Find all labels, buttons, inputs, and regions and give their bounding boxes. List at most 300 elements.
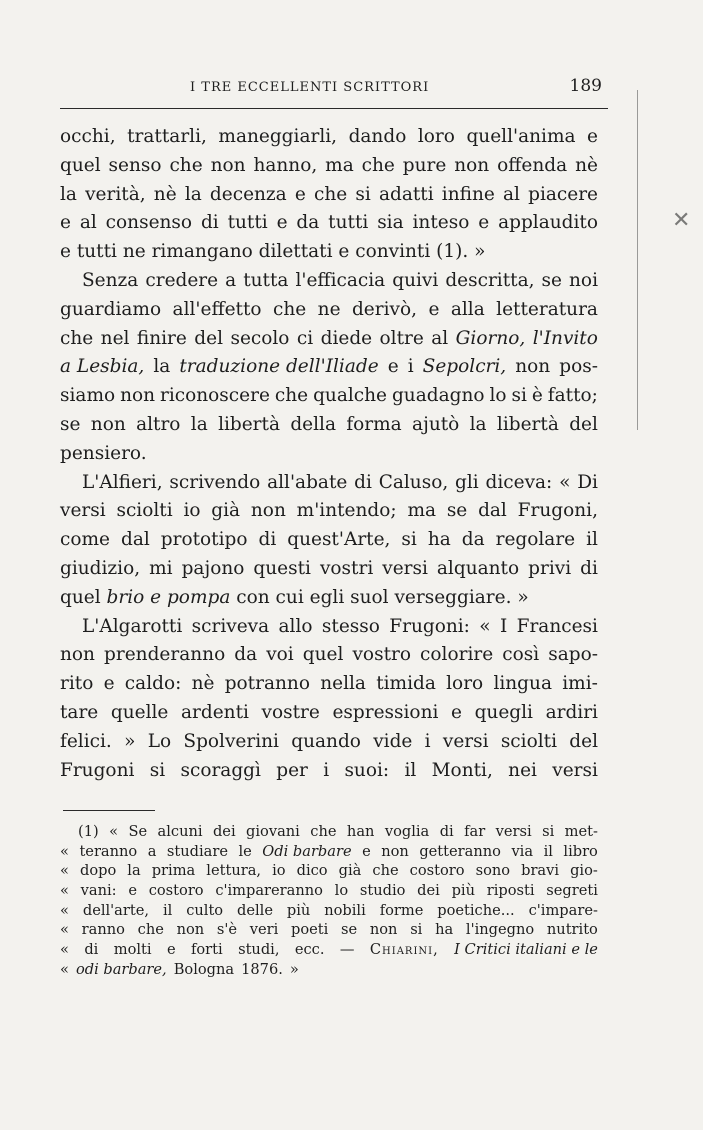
word: nè bbox=[153, 183, 177, 205]
word: come bbox=[60, 529, 110, 551]
word: vostro bbox=[352, 644, 411, 666]
word: si bbox=[511, 385, 527, 407]
word: vostre bbox=[261, 701, 320, 723]
text-line bbox=[60, 526, 598, 555]
footnote-word: studiare bbox=[166, 842, 228, 860]
text-line bbox=[60, 555, 598, 584]
word: io bbox=[183, 500, 201, 522]
word: prenderanno bbox=[104, 644, 226, 666]
word: Giorno, bbox=[455, 327, 526, 349]
footnote-word: lettura, bbox=[206, 862, 262, 880]
word: i bbox=[424, 730, 431, 752]
footnote-word: lo bbox=[334, 882, 349, 900]
footnote-word: giovani bbox=[246, 823, 300, 840]
word: tutta bbox=[243, 269, 289, 291]
footnote-word: studi, bbox=[238, 941, 280, 959]
word: non bbox=[120, 385, 156, 407]
footnote-word: han bbox=[346, 823, 375, 840]
word: che bbox=[274, 385, 309, 407]
word: nei bbox=[508, 759, 537, 781]
footnote-word: (1) bbox=[78, 823, 99, 840]
word: da bbox=[296, 212, 320, 234]
word: sia bbox=[377, 212, 404, 234]
footnote-word: costoro bbox=[409, 862, 465, 880]
word: di bbox=[580, 557, 598, 579]
word: quelle bbox=[110, 701, 169, 723]
word: Frugoni, bbox=[517, 500, 598, 522]
footnote-word: il bbox=[543, 842, 553, 860]
footnote-line bbox=[60, 881, 598, 901]
word: letteratura bbox=[496, 298, 598, 320]
footnote-word: voglia bbox=[384, 823, 430, 840]
footnote-word: poeti bbox=[291, 921, 329, 939]
footnote-word: non bbox=[176, 921, 205, 939]
word: Frugoni bbox=[60, 759, 135, 781]
footnote-word: teranno bbox=[79, 842, 138, 860]
word: maneggiarli, bbox=[218, 126, 338, 147]
word: diceva: bbox=[485, 471, 553, 493]
footnote-word: forti bbox=[190, 941, 223, 959]
text-line bbox=[60, 613, 598, 642]
footnote-word: I Critici italiani e le bbox=[454, 941, 598, 959]
footnote-word: poetiche... bbox=[437, 901, 515, 919]
word: la bbox=[184, 183, 202, 205]
footnote-word: » bbox=[289, 960, 299, 978]
footnote-word: « bbox=[60, 901, 69, 919]
footnote-word: segreti bbox=[546, 882, 598, 900]
footnote-word: bravi bbox=[521, 862, 560, 880]
word: secolo bbox=[230, 327, 290, 349]
footnote-word: costoro bbox=[148, 882, 204, 900]
word: Frugoni: bbox=[389, 615, 470, 637]
word: si bbox=[355, 183, 371, 205]
word: e bbox=[294, 183, 306, 205]
word: a bbox=[225, 269, 237, 291]
footnote-line bbox=[60, 861, 598, 881]
word: e bbox=[60, 212, 71, 234]
word: da bbox=[234, 644, 258, 666]
footnote-word: di bbox=[84, 941, 99, 959]
word: piacere bbox=[528, 183, 598, 205]
word: da bbox=[461, 529, 485, 551]
word: versi bbox=[60, 500, 106, 522]
word: regolare bbox=[495, 529, 576, 551]
word: che bbox=[60, 327, 94, 349]
word: adatti bbox=[378, 183, 434, 205]
word: fatto; bbox=[547, 385, 598, 407]
word: e tutti ne rimangano dilettati e convinti (1). » bbox=[60, 241, 486, 263]
word: al bbox=[431, 327, 449, 349]
text-line bbox=[60, 353, 598, 382]
footnote-word: ecc. bbox=[294, 941, 325, 959]
footnote-word: studio bbox=[359, 882, 406, 900]
footnote-line bbox=[60, 842, 598, 862]
word: privi bbox=[528, 557, 572, 579]
footnote-word: non bbox=[369, 921, 398, 939]
word: e bbox=[451, 701, 462, 723]
word: senso bbox=[108, 154, 162, 176]
word: loro bbox=[417, 126, 455, 147]
text-line bbox=[60, 699, 598, 728]
footnote-word: culto bbox=[186, 901, 224, 919]
footnote-word: io bbox=[272, 862, 286, 880]
word: trattarli, bbox=[127, 126, 207, 147]
footnote-word: far bbox=[464, 823, 486, 840]
footnote-word: getteranno bbox=[419, 842, 501, 860]
word: che bbox=[361, 154, 395, 176]
footnote-word: c'impareranno bbox=[215, 882, 323, 900]
word: qualche bbox=[313, 385, 387, 407]
footnote-word: già bbox=[338, 862, 362, 880]
word: infine bbox=[441, 183, 495, 205]
running-header bbox=[60, 76, 602, 100]
word: « bbox=[479, 615, 491, 637]
word: per bbox=[276, 759, 308, 781]
word: questi bbox=[253, 557, 311, 579]
word: guardiamo bbox=[60, 298, 162, 320]
word: già bbox=[211, 500, 241, 522]
footnote-word: « bbox=[60, 921, 69, 939]
word: Di bbox=[577, 471, 598, 493]
footnote-word: ranno bbox=[81, 921, 125, 939]
footnote-word: via bbox=[511, 842, 534, 860]
footnote-word: « bbox=[60, 862, 69, 880]
word: decenza bbox=[209, 183, 287, 205]
footnote-line bbox=[60, 960, 598, 980]
word: sciolti bbox=[500, 730, 557, 752]
word: loro bbox=[446, 673, 484, 695]
word: L'Alfieri, bbox=[82, 471, 163, 493]
text-line bbox=[60, 411, 598, 440]
footnote-word: che bbox=[310, 823, 337, 840]
word: è bbox=[531, 385, 543, 407]
word: con cui egli suol verseggiare. » bbox=[230, 586, 529, 608]
word: caldo: bbox=[124, 673, 182, 695]
word: nella bbox=[320, 673, 366, 695]
text-line bbox=[60, 641, 598, 670]
footnote-word: più bbox=[286, 901, 311, 919]
word: rito bbox=[60, 673, 94, 695]
word: sciolti bbox=[116, 500, 173, 522]
word: si bbox=[149, 759, 166, 781]
footnote-word: l'ingegno bbox=[465, 921, 535, 939]
word: » bbox=[124, 730, 136, 752]
word: scoraggì bbox=[180, 759, 261, 781]
footnote-word: libro bbox=[563, 842, 598, 860]
word: descritta, bbox=[445, 269, 535, 291]
word: suoi: bbox=[344, 759, 390, 781]
word: pos- bbox=[559, 356, 598, 378]
footnote-word: « bbox=[60, 882, 69, 900]
footnote-word: Se bbox=[128, 823, 148, 840]
text-line bbox=[60, 670, 598, 699]
word: la bbox=[190, 413, 208, 435]
word: non bbox=[515, 356, 551, 378]
footnote-word: forme bbox=[379, 901, 424, 919]
footnote-line bbox=[60, 901, 598, 921]
word: si bbox=[401, 529, 417, 551]
footnote-word: e bbox=[166, 941, 176, 959]
footnote-word: le bbox=[238, 842, 252, 860]
footnote-word: che bbox=[137, 921, 164, 939]
word: hanno, bbox=[253, 154, 318, 176]
footnote-word: s'è bbox=[216, 921, 238, 939]
word: consenso bbox=[105, 212, 193, 234]
word: e bbox=[478, 212, 490, 234]
word: « bbox=[559, 471, 571, 493]
word: scriveva bbox=[191, 615, 270, 637]
word: versi bbox=[552, 759, 598, 781]
footnote-word: alcuni bbox=[157, 823, 203, 840]
page-edge-line bbox=[637, 90, 638, 430]
footnote-word: più bbox=[451, 882, 475, 900]
word: tutti bbox=[227, 212, 268, 234]
word: potranno bbox=[224, 673, 310, 695]
word: non bbox=[250, 500, 286, 522]
footnote-word: dei bbox=[212, 823, 236, 840]
word: quel bbox=[60, 586, 107, 608]
word: e bbox=[387, 356, 399, 378]
word: la bbox=[469, 413, 487, 435]
word: che bbox=[169, 154, 203, 176]
word: stesso bbox=[321, 615, 380, 637]
word: alquanto bbox=[436, 557, 520, 579]
word: libertà bbox=[218, 413, 280, 435]
word: e bbox=[276, 212, 288, 234]
word: i bbox=[323, 759, 330, 781]
word: finire bbox=[136, 327, 187, 349]
word: scrivendo bbox=[169, 471, 261, 493]
footnote-word: riposti bbox=[486, 882, 535, 900]
word: versi bbox=[442, 730, 489, 752]
text-line bbox=[60, 728, 598, 757]
word: Senza bbox=[82, 269, 139, 291]
word: se bbox=[60, 413, 81, 435]
footnote-line bbox=[60, 920, 598, 940]
word: sapo- bbox=[548, 644, 598, 666]
word: derivò, bbox=[351, 298, 417, 320]
word: all'abate bbox=[267, 471, 348, 493]
footnote-word: dei bbox=[417, 882, 440, 900]
word: traduzione dell'Iliade bbox=[179, 356, 379, 378]
word: felici. bbox=[60, 730, 112, 752]
word: Monti, bbox=[431, 759, 493, 781]
word: non bbox=[60, 644, 95, 666]
word: dal bbox=[120, 529, 150, 551]
word: del bbox=[194, 327, 224, 349]
word: a Lesbia, bbox=[60, 356, 145, 378]
word: Sepolcri, bbox=[422, 356, 507, 378]
word: Spolverini bbox=[183, 730, 279, 752]
word: della bbox=[290, 413, 336, 435]
footnote-word: la bbox=[127, 862, 141, 880]
word: alla bbox=[450, 298, 485, 320]
word: non bbox=[454, 154, 490, 176]
word: pensiero. bbox=[60, 442, 147, 464]
footnote-word: se bbox=[341, 921, 358, 939]
text-line bbox=[60, 238, 598, 267]
word: all'effetto bbox=[172, 298, 262, 320]
word: nè bbox=[191, 673, 215, 695]
word: lingua bbox=[493, 673, 552, 695]
word: quando bbox=[291, 730, 361, 752]
footnote-word: si bbox=[542, 823, 555, 840]
word: di bbox=[200, 212, 219, 234]
footnote-word: che bbox=[372, 862, 399, 880]
word: ne bbox=[317, 298, 341, 320]
word: non bbox=[90, 413, 126, 435]
word: la bbox=[153, 356, 171, 378]
word: se bbox=[541, 269, 562, 291]
word: diede bbox=[320, 327, 373, 349]
word: vide bbox=[373, 730, 413, 752]
text-line bbox=[60, 181, 598, 210]
text-line bbox=[60, 440, 598, 469]
footnote-word: e bbox=[128, 882, 137, 900]
word: di bbox=[354, 471, 372, 493]
word: L'Algarotti bbox=[82, 615, 183, 637]
word: Lo bbox=[147, 730, 172, 752]
footnote-word: dopo bbox=[79, 862, 117, 880]
word: quivi bbox=[392, 269, 439, 291]
word: m'intendo; bbox=[296, 500, 397, 522]
word: credere bbox=[145, 269, 219, 291]
word: riconoscere bbox=[160, 385, 270, 407]
word: Francesi bbox=[516, 615, 598, 637]
footnote-word: molti bbox=[113, 941, 152, 959]
word: I bbox=[499, 615, 508, 637]
footnote-word: vani: bbox=[80, 882, 117, 900]
footnote-word: nutrito bbox=[546, 921, 598, 939]
word: l'efficacia bbox=[295, 269, 386, 291]
footnote-word: a bbox=[147, 842, 157, 860]
footnote-word: gio- bbox=[570, 862, 598, 880]
footnote-word: non bbox=[381, 842, 409, 860]
word: quell'anima bbox=[466, 126, 576, 147]
word: brio e pompa bbox=[106, 586, 231, 608]
footnote-word: sono bbox=[475, 862, 511, 880]
word: colorire bbox=[420, 644, 494, 666]
word: lo bbox=[489, 385, 507, 407]
text-line bbox=[60, 123, 598, 152]
word: ci bbox=[296, 327, 314, 349]
footnote-word: — bbox=[339, 941, 355, 959]
footnote-word: nobili bbox=[324, 901, 366, 919]
main-text bbox=[60, 123, 598, 785]
word: pure bbox=[402, 154, 447, 176]
word: se bbox=[446, 500, 468, 522]
footnote-rule bbox=[63, 810, 155, 811]
word: dal bbox=[478, 500, 507, 522]
footnote-line bbox=[60, 822, 598, 842]
footnote-word: c'impare- bbox=[528, 901, 598, 919]
text-line bbox=[60, 296, 598, 325]
page-number: 189 bbox=[569, 76, 602, 96]
text-line bbox=[60, 584, 598, 613]
word: non bbox=[210, 154, 246, 176]
word: vostri bbox=[319, 557, 374, 579]
footnote-word: il bbox=[162, 901, 173, 919]
footnote-word: dico bbox=[296, 862, 328, 880]
margin-speck: ✕ bbox=[672, 208, 691, 233]
footnote-word: met- bbox=[564, 823, 598, 840]
footnote-word: « bbox=[60, 941, 69, 959]
text-line bbox=[60, 757, 598, 786]
footnote-word: e bbox=[362, 842, 371, 860]
word: altro bbox=[136, 413, 181, 435]
footnote-word: Chiarini, bbox=[369, 941, 439, 959]
footnote-word: 1876. bbox=[241, 960, 283, 978]
word: ma bbox=[325, 154, 354, 176]
footnote-word: di bbox=[439, 823, 454, 840]
footnote-word: delle bbox=[237, 901, 273, 919]
word: ha bbox=[427, 529, 451, 551]
word: forma bbox=[346, 413, 402, 435]
word: quel bbox=[60, 154, 101, 176]
word: i bbox=[407, 356, 414, 378]
footnote-word: Bologna bbox=[173, 960, 235, 978]
word: il bbox=[404, 759, 417, 781]
word: al bbox=[503, 183, 520, 205]
word: del bbox=[569, 413, 598, 435]
word: e bbox=[587, 126, 598, 147]
word: e bbox=[428, 298, 440, 320]
header-rule bbox=[60, 108, 608, 109]
footnotes bbox=[60, 822, 598, 980]
word: timida bbox=[376, 673, 436, 695]
word: che bbox=[272, 298, 307, 320]
word: il bbox=[586, 529, 598, 551]
word: ardenti bbox=[180, 701, 249, 723]
word: al bbox=[79, 212, 97, 234]
word: giudizio, bbox=[60, 557, 141, 579]
word: siamo bbox=[60, 385, 116, 407]
footnote-word: « bbox=[109, 823, 119, 840]
text-line bbox=[60, 382, 598, 411]
word: verità, bbox=[85, 183, 146, 205]
word: la bbox=[60, 183, 77, 205]
word: espressioni bbox=[332, 701, 439, 723]
word: ardiri bbox=[545, 701, 598, 723]
word: versi bbox=[382, 557, 428, 579]
word: quest'Arte, bbox=[287, 529, 391, 551]
word: inteso bbox=[412, 212, 470, 234]
word: guadagno bbox=[391, 385, 485, 407]
footnote-word: dell'arte, bbox=[82, 901, 150, 919]
word: mi bbox=[149, 557, 173, 579]
text-line bbox=[60, 325, 598, 354]
word: libertà bbox=[496, 413, 559, 435]
word: oltre bbox=[379, 327, 424, 349]
word: ajutò bbox=[412, 413, 460, 435]
word: nè bbox=[575, 154, 598, 176]
footnote-word: odi barbare, bbox=[75, 960, 167, 978]
footnote-word: si bbox=[410, 921, 423, 939]
word: tare bbox=[60, 701, 99, 723]
word: applaudito bbox=[498, 212, 598, 234]
word: che bbox=[313, 183, 348, 205]
word: noi bbox=[569, 269, 598, 291]
word: gli bbox=[455, 471, 479, 493]
footnote-line bbox=[60, 940, 598, 960]
word: così bbox=[502, 644, 540, 666]
running-title: I TRE ECCELLENTI SCRITTORI bbox=[190, 80, 430, 95]
word: l'Invito bbox=[532, 327, 598, 349]
text-line bbox=[60, 497, 598, 526]
word: quegli bbox=[474, 701, 533, 723]
word: tutti bbox=[328, 212, 369, 234]
footnote-word: Odi barbare bbox=[262, 842, 352, 860]
